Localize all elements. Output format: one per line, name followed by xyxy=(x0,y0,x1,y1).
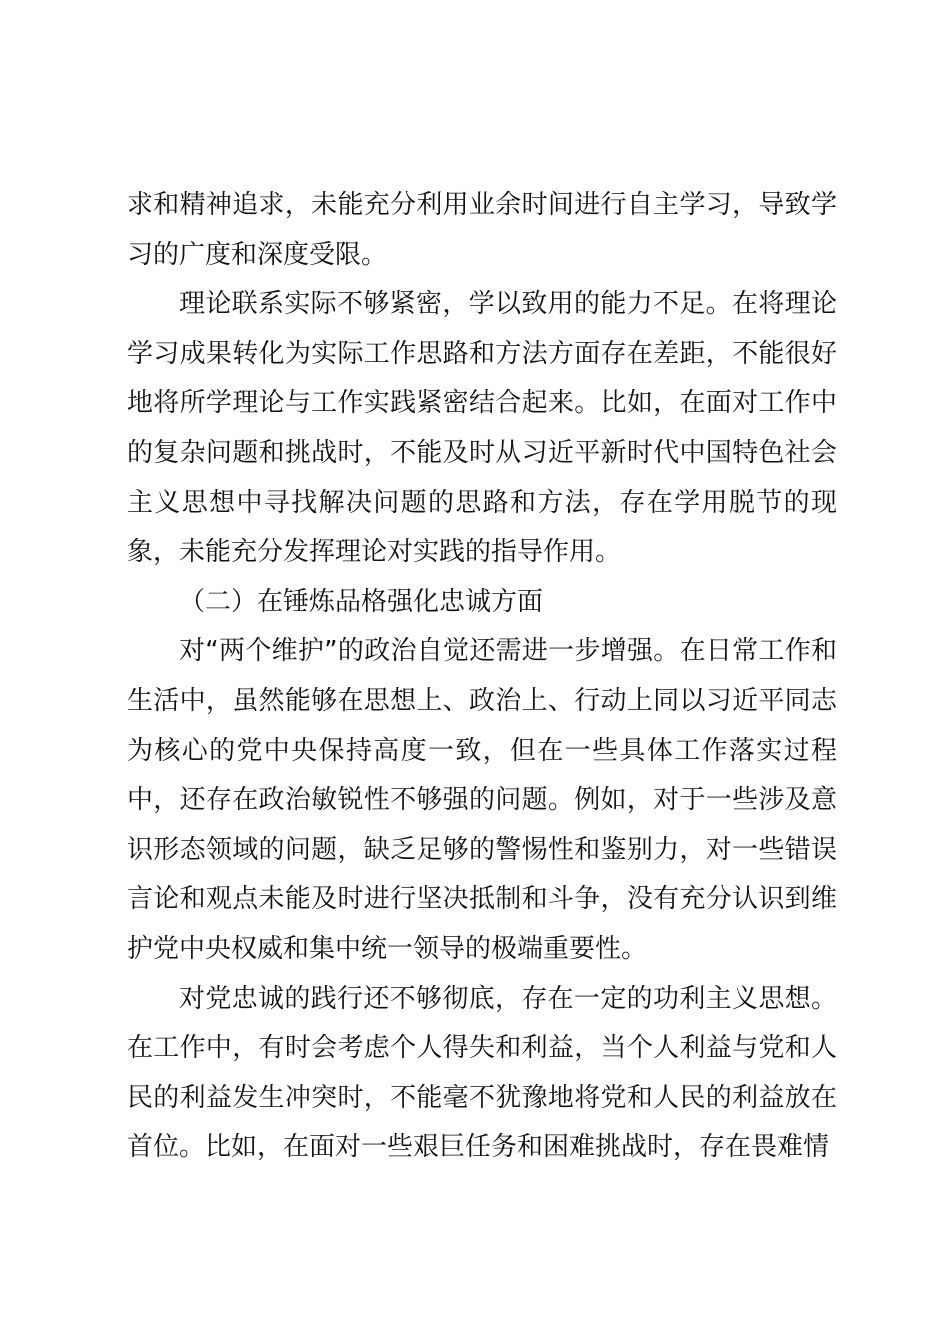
document-body xyxy=(127,181,837,1173)
paragraph-loyalty: 对党忠诚的践行还不够彻底，存在一定的功利主义思想。在工作中，有时会考虑个人得失和利益，当个人利益与党和人民的利益发生冲突时，不能毫不犹豫地将党和人民的利益放在首位。比如，在面对一些艰巨任务和困难挑战时，存在畏难情 xyxy=(127,983,837,1163)
paragraph-two-safeguards: 对“两个维护”的政治自觉还需进一步增强。在日常工作和生活中，虽然能够在思想上、政治上、行动上同以习近平同志为核心的党中央保持高度一致，但在一些具体工作落实过程中，还存在政治敏锐性不够强的问题。例如，对于一些涉及意识形态领域的问题，缺乏足够的警惕性和鉴别力，对一些错误言论和观点未能及时进行坚决抵制和斗争，没有充分认识到维护党中央权威和集中统一领导的极端重要性。 xyxy=(127,636,837,964)
paragraph-theory-practice: 理论联系实际不够紧密，学以致用的能力不足。在将理论学习成果转化为实际工作思路和方法方面存在差距，不能很好地将所学理论与工作实践紧密结合起来。比如，在面对工作中的复杂问题和挑战时，不能及时从习近平新时代中国特色社会主义思想中寻找解决问题的思路和方法，存在学用脱节的现象，未能充分发挥理论对实践的指导作用。 xyxy=(127,289,837,568)
paragraph-continuation: 求和精神追求，未能充分利用业余时间进行自主学习，导致学习的广度和深度受限。 xyxy=(127,190,837,270)
section-heading: （二）在锤炼品格强化忠诚方面 xyxy=(179,586,544,617)
